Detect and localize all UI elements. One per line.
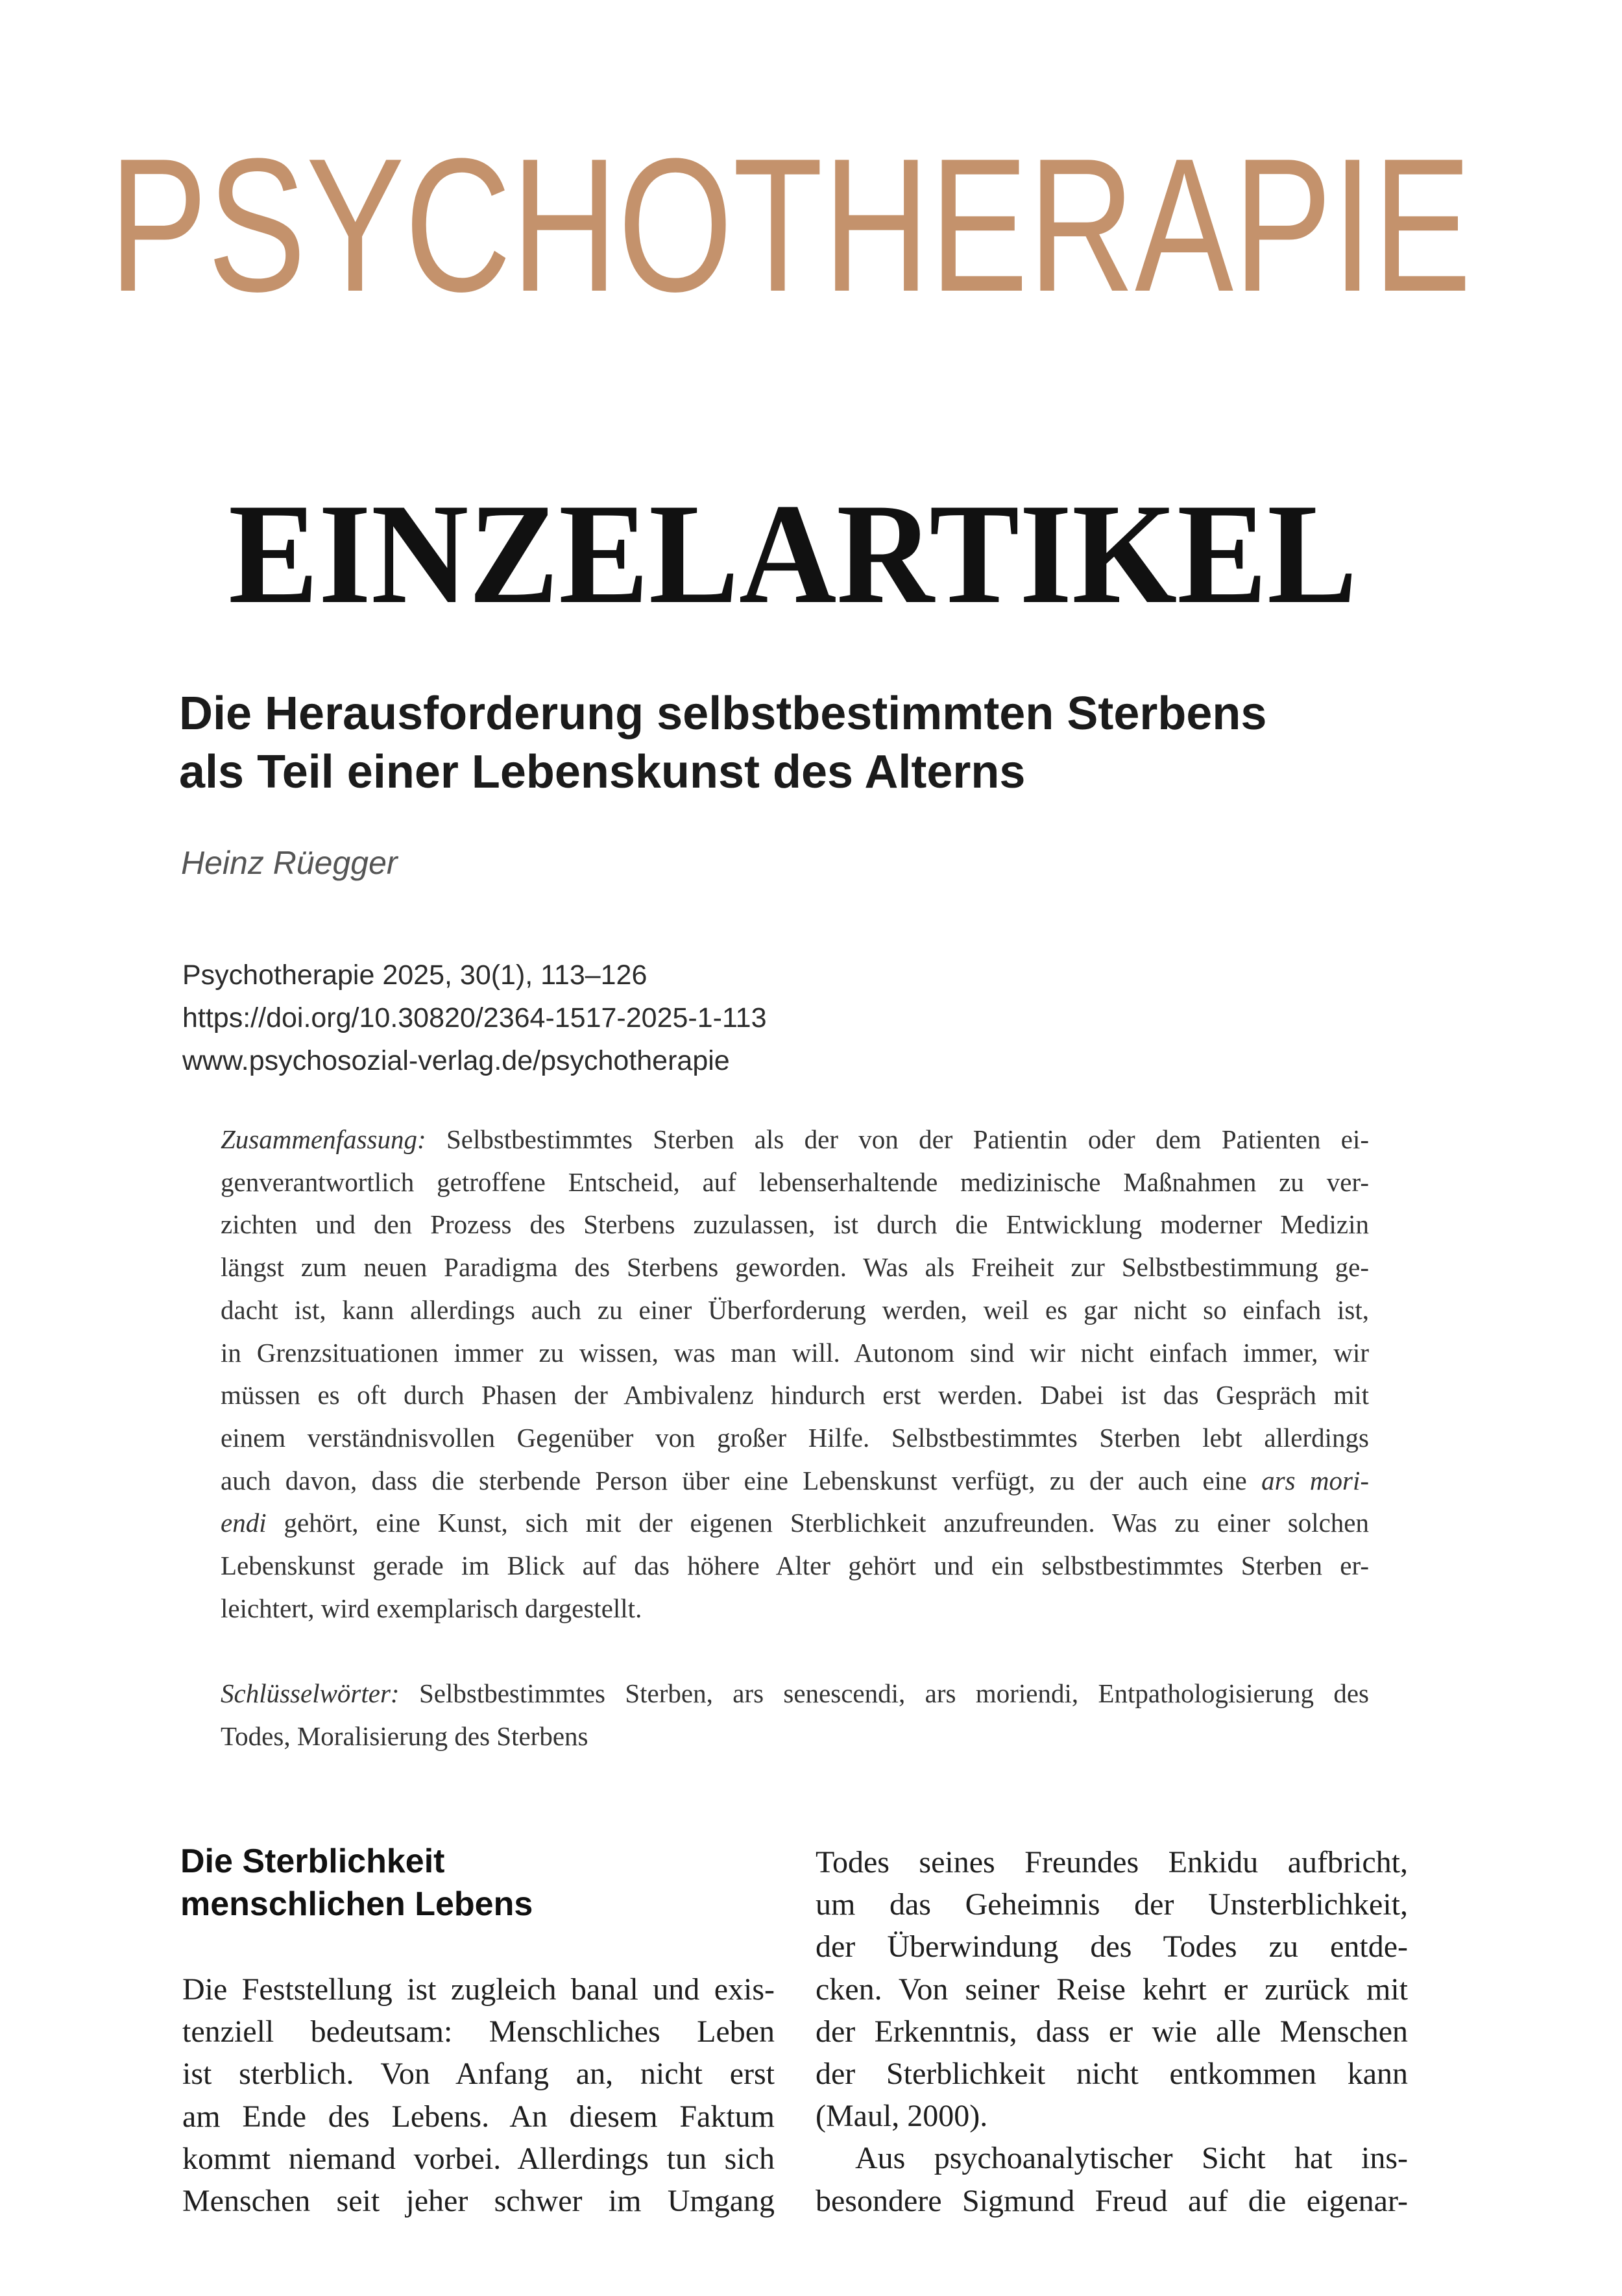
- abstract-line-text: Selbstbestimmtes Sterben als der von der Patientin oder dem Patienten ei-: [426, 1124, 1369, 1154]
- body-line: der Sterblichkeit nicht entkommen kann: [816, 2057, 1408, 2092]
- section-heading: [180, 1840, 533, 1926]
- abstract-line: zichten und den Prozess des Sterbens zuzulassen, ist durch die Entwicklung moderner Medizin: [221, 1209, 1369, 1240]
- body-line: Menschen seit jeher schwer im Umgang: [182, 2184, 775, 2219]
- abstract-italic-term: ars mori-: [1261, 1465, 1369, 1495]
- abstract-line: leichtert, wird exemplarisch dargestellt.: [221, 1593, 642, 1623]
- abstract: [221, 1118, 1369, 1630]
- abstract-line: in Grenzsituationen immer zu wissen, was man will. Autonom sind wir nicht einfach immer, wir: [221, 1337, 1369, 1368]
- body-line: tenziell bedeutsam: Menschliches Leben: [182, 2014, 775, 2049]
- body-line: ist sterblich. Von Anfang an, nicht erst: [182, 2057, 775, 2092]
- keywords-line: Todes, Moralisierung des Sterbens: [221, 1721, 588, 1751]
- body-line: der Erkenntnis, dass er wie alle Menschen: [816, 2014, 1408, 2049]
- citation-reference: Psychotherapie 2025, 30(1), 113–126: [182, 960, 648, 991]
- publisher-website-link[interactable]: www.psychosozial-verlag.de/psychotherapie: [182, 1045, 730, 1076]
- body-line: Todes seines Freundes Enkidu aufbricht,: [816, 1845, 1408, 1879]
- keywords-label: Schlüsselwörter:: [221, 1678, 400, 1708]
- journal-name-text: PSYCHOTHERAPIE: [109, 119, 1471, 318]
- body-line: Die Feststellung ist zugleich banal und exis-: [182, 1972, 775, 2007]
- abstract-line: [221, 1502, 1369, 1545]
- abstract-line: längst zum neuen Paradigma des Sterbens geworden. Was als Freiheit zur Selbstbestimmung ge-: [221, 1252, 1369, 1283]
- body-left-column: [182, 1968, 775, 2222]
- journal-name: [0, 97, 1622, 318]
- body-right-column: [816, 1841, 1408, 2222]
- body-line: (Maul, 2000).: [816, 2099, 988, 2134]
- abstract-line: [221, 1460, 1369, 1503]
- abstract-line: müssen es oft durch Phasen der Ambivalenz hindurch erst werden. Dabei ist das Gespräch mit: [221, 1380, 1369, 1410]
- abstract-line-text: gehört, eine Kunst, sich mit der eigenen Sterblichkeit anzufreunden. Was zu einer solchen: [266, 1508, 1369, 1538]
- abstract-line: [221, 1118, 1369, 1161]
- abstract-line: dacht ist, kann allerdings auch zu einer Überforderung werden, weil es gar nicht so einfach ist,: [221, 1294, 1369, 1325]
- abstract-line: genverantwortlich getroffene Entscheid, auf lebenserhaltende medizinische Maßnahmen zu ver-: [221, 1166, 1369, 1197]
- body-line: Aus psychoanalytischer Sicht hat ins-: [855, 2141, 1408, 2176]
- keywords-line: [221, 1673, 1369, 1715]
- citation-block: [182, 954, 767, 1082]
- body-line: am Ende des Lebens. An diesem Faktum: [182, 2099, 775, 2134]
- body-line: der Überwindung des Todes zu entde-: [816, 1929, 1408, 1964]
- abstract-line: Lebenskunst gerade im Blick auf das höhere Alter gehört und ein selbstbestimmtes Sterben er-: [221, 1551, 1369, 1581]
- document-type-text: EINZELARTIKEL: [228, 474, 1357, 623]
- article-author: Heinz Rüegger: [181, 845, 398, 881]
- abstract-line-text: auch davon, dass die sterbende Person über eine Lebenskunst verfügt, zu der auch eine: [221, 1465, 1262, 1495]
- document-type-label: [0, 454, 1622, 623]
- keywords: [221, 1673, 1369, 1758]
- abstract-label: Zusammenfassung:: [221, 1124, 426, 1154]
- abstract-line: einem verständnisvollen Gegenüber von großer Hilfe. Selbstbestimmtes Sterben lebt allerdings: [221, 1422, 1369, 1453]
- body-line: besondere Sigmund Freud auf die eigenar-: [816, 2183, 1408, 2218]
- article-title-line: als Teil einer Lebenskunst des Alterns: [179, 746, 1026, 798]
- section-heading-line: Die Sterblichkeit: [180, 1843, 445, 1880]
- keywords-line-text: Selbstbestimmtes Sterben, ars senescendi, ars moriendi, Entpathologisierung des: [399, 1678, 1369, 1708]
- body-line: kommt niemand vorbei. Allerdings tun sich: [182, 2141, 775, 2176]
- section-heading-line: menschlichen Lebens: [180, 1885, 533, 1923]
- article-title-line: Die Herausforderung selbstbestimmten Sterbens: [179, 688, 1267, 740]
- abstract-italic-term: endi: [221, 1508, 267, 1538]
- body-line: um das Geheimnis der Unsterblichkeit,: [816, 1887, 1408, 1922]
- body-line: cken. Von seiner Reise kehrt er zurück mit: [816, 1972, 1408, 2007]
- article-title: [179, 684, 1266, 801]
- doi-link[interactable]: https://doi.org/10.30820/2364-1517-2025-1-113: [182, 1002, 767, 1033]
